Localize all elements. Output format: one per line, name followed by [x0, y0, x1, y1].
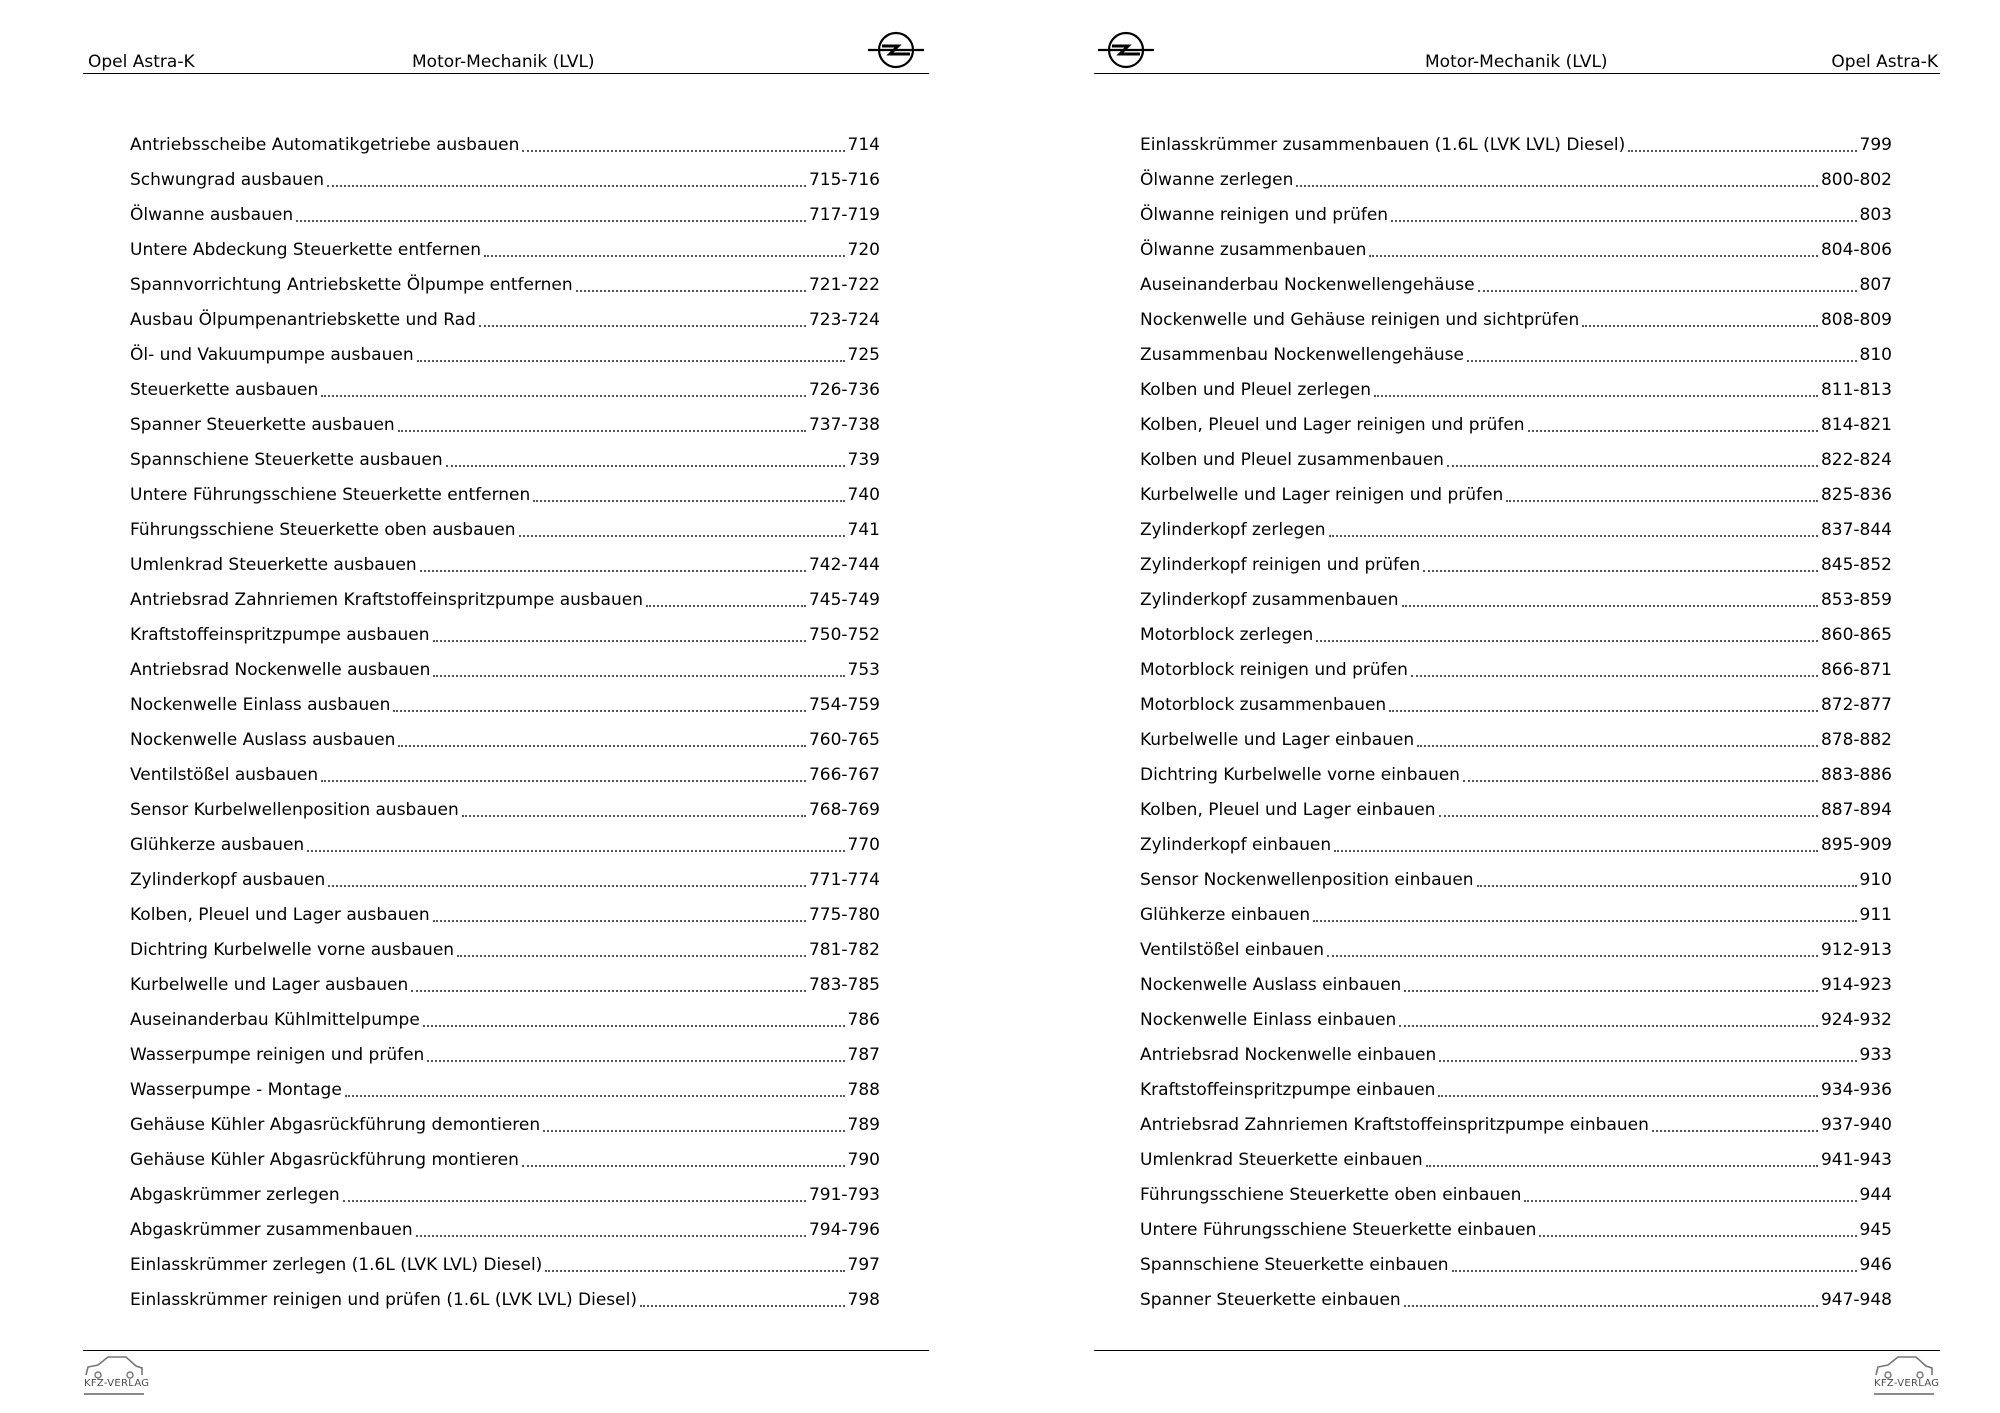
toc-entry-pages: 910 — [1859, 870, 1892, 890]
toc-leader-dots — [1334, 850, 1818, 852]
toc-entry[interactable] — [130, 898, 880, 933]
toc-entry-pages: 750-752 — [808, 625, 880, 645]
toc-entry[interactable] — [130, 233, 880, 268]
toc-entry-pages: 781-782 — [808, 940, 880, 960]
toc-entry-pages: 804-806 — [1820, 240, 1892, 260]
opel-logo-icon — [868, 30, 924, 70]
toc-entry-title: Kurbelwelle und Lager reinigen und prüfen — [1140, 485, 1504, 505]
toc-entry[interactable] — [130, 548, 880, 583]
toc-entry-title: Untere Führungsschiene Steuerkette entfernen — [130, 485, 531, 505]
toc-entry[interactable] — [1140, 1038, 1892, 1073]
header-vehicle: Opel Astra-K — [1831, 52, 1938, 72]
toc-entry-title: Motorblock zerlegen — [1140, 625, 1314, 645]
header-vehicle: Opel Astra-K — [88, 52, 195, 72]
toc-leader-dots — [1582, 325, 1818, 327]
toc-entry[interactable] — [1140, 793, 1892, 828]
toc-entry-pages: 945 — [1859, 1220, 1892, 1240]
toc-entry-pages: 745-749 — [808, 590, 880, 610]
toc-entry-pages: 845-852 — [1820, 555, 1892, 575]
toc-entry-pages: 944 — [1859, 1185, 1892, 1205]
toc-entry[interactable] — [1140, 1178, 1892, 1213]
toc-entry[interactable] — [130, 933, 880, 968]
toc-entry[interactable] — [1140, 478, 1892, 513]
toc-entry-pages: 853-859 — [1820, 590, 1892, 610]
toc-leader-dots — [327, 185, 806, 187]
toc-entry[interactable] — [130, 1213, 880, 1248]
toc-leader-dots — [433, 640, 806, 642]
toc-entry-pages: 825-836 — [1820, 485, 1892, 505]
toc-entry[interactable] — [130, 1178, 880, 1213]
toc-leader-dots — [1423, 570, 1818, 572]
toc-entry-title: Einlasskrümmer zusammenbauen (1.6L (LVK LVL) Diesel) — [1140, 135, 1626, 155]
toc-entry-pages: 789 — [847, 1115, 880, 1135]
toc-entry-pages: 803 — [1859, 205, 1892, 225]
toc-entry[interactable] — [130, 688, 880, 723]
toc-entry-pages: 717-719 — [808, 205, 880, 225]
toc-entry-pages: 810 — [1859, 345, 1892, 365]
toc-leader-dots — [433, 675, 844, 677]
toc-entry[interactable] — [1140, 1143, 1892, 1178]
toc-entry[interactable] — [130, 618, 880, 653]
toc-entry-title: Führungsschiene Steuerkette oben ausbauen — [130, 520, 516, 540]
toc-leader-dots — [1524, 1200, 1856, 1202]
toc-entry[interactable] — [130, 198, 880, 233]
header-section: Motor-Mechanik (LVL) — [1425, 52, 1608, 72]
toc-entry-pages: 766-767 — [808, 765, 880, 785]
toc-entry-pages: 837-844 — [1820, 520, 1892, 540]
toc-leader-dots — [1391, 220, 1856, 222]
toc-leader-dots — [411, 990, 806, 992]
toc-entry-title: Nockenwelle Einlass ausbauen — [130, 695, 391, 715]
toc-entry-pages: 807 — [1859, 275, 1892, 295]
toc-entry[interactable] — [130, 723, 880, 758]
toc-entry[interactable] — [1140, 513, 1892, 548]
toc-entry-pages: 797 — [847, 1255, 880, 1275]
toc-left — [130, 128, 880, 1318]
toc-entry-pages: 742-744 — [808, 555, 880, 575]
right-page — [1000, 0, 2000, 1413]
toc-entry-pages: 808-809 — [1820, 310, 1892, 330]
toc-entry-title: Nockenwelle Auslass einbauen — [1140, 975, 1402, 995]
toc-entry-pages: 770 — [847, 835, 880, 855]
toc-entry[interactable] — [1140, 898, 1892, 933]
toc-entry-pages: 754-759 — [808, 695, 880, 715]
toc-entry[interactable] — [1140, 1213, 1892, 1248]
toc-leader-dots — [398, 745, 806, 747]
toc-entry[interactable] — [1140, 338, 1892, 373]
toc-entry-title: Spanner Steuerkette einbauen — [1140, 1290, 1401, 1310]
toc-entry-pages: 914-923 — [1820, 975, 1892, 995]
toc-entry-title: Ausbau Ölpumpenantriebskette und Rad — [130, 310, 476, 330]
toc-leader-dots — [345, 1095, 845, 1097]
toc-entry-title: Nockenwelle und Gehäuse reinigen und sichtprüfen — [1140, 310, 1580, 330]
toc-entry-pages: 723-724 — [808, 310, 880, 330]
toc-leader-dots — [1426, 1165, 1818, 1167]
toc-entry-pages: 799 — [1859, 135, 1892, 155]
toc-entry[interactable] — [1140, 863, 1892, 898]
toc-leader-dots — [1374, 395, 1818, 397]
toc-entry-title: Umlenkrad Steuerkette ausbauen — [130, 555, 417, 575]
toc-entry[interactable] — [1140, 303, 1892, 338]
toc-entry-title: Kurbelwelle und Lager einbauen — [1140, 730, 1415, 750]
toc-entry-title: Ölwanne reinigen und prüfen — [1140, 205, 1389, 225]
toc-leader-dots — [646, 605, 806, 607]
toc-entry-title: Zylinderkopf reinigen und prüfen — [1140, 555, 1421, 575]
toc-leader-dots — [543, 1130, 844, 1132]
toc-leader-dots — [1528, 430, 1818, 432]
toc-entry-title: Spannschiene Steuerkette ausbauen — [130, 450, 443, 470]
toc-entry-pages: 714 — [847, 135, 880, 155]
kfz-verlag-logo — [82, 1353, 152, 1401]
toc-leader-dots — [522, 1165, 845, 1167]
toc-entry-title: Wasserpumpe reinigen und prüfen — [130, 1045, 425, 1065]
toc-leader-dots — [462, 815, 806, 817]
toc-entry-pages: 737-738 — [808, 415, 880, 435]
toc-entry-pages: 878-882 — [1820, 730, 1892, 750]
toc-leader-dots — [393, 710, 806, 712]
toc-leader-dots — [1438, 1095, 1818, 1097]
toc-entry[interactable] — [1140, 198, 1892, 233]
toc-entry[interactable] — [1140, 723, 1892, 758]
toc-entry-title: Dichtring Kurbelwelle vorne ausbauen — [130, 940, 455, 960]
toc-entry[interactable] — [130, 1003, 880, 1038]
toc-leader-dots — [533, 500, 844, 502]
toc-leader-dots — [343, 1200, 806, 1202]
toc-entry-title: Einlasskrümmer reinigen und prüfen (1.6L (LVK LVL) Diesel) — [130, 1290, 637, 1310]
toc-entry-title: Auseinanderbau Kühlmittelpumpe — [130, 1010, 420, 1030]
car-logo-icon — [1872, 1353, 1936, 1379]
toc-entry-title: Kraftstoffeinspritzpumpe einbauen — [1140, 1080, 1436, 1100]
toc-leader-dots — [1296, 185, 1818, 187]
toc-entry-title: Kolben, Pleuel und Lager reinigen und prüfen — [1140, 415, 1525, 435]
toc-leader-dots — [1399, 1025, 1818, 1027]
toc-entry[interactable] — [130, 758, 880, 793]
toc-entry[interactable] — [1140, 618, 1892, 653]
toc-leader-dots — [484, 255, 845, 257]
toc-entry-pages: 800-802 — [1820, 170, 1892, 190]
toc-entry-pages: 741 — [847, 520, 880, 540]
toc-entry-title: Ölwanne zerlegen — [1140, 170, 1294, 190]
toc-entry[interactable] — [1140, 233, 1892, 268]
header-section: Motor-Mechanik (LVL) — [412, 52, 595, 72]
toc-entry-pages: 791-793 — [808, 1185, 880, 1205]
brand-name: KFZ-VERLAG — [1874, 1378, 1940, 1389]
toc-entry-title: Zylinderkopf einbauen — [1140, 835, 1332, 855]
toc-entry[interactable] — [1140, 1003, 1892, 1038]
toc-leader-dots — [321, 395, 806, 397]
brand-underline — [84, 1393, 144, 1395]
toc-entry[interactable] — [1140, 1073, 1892, 1108]
toc-entry-title: Nockenwelle Einlass einbauen — [1140, 1010, 1397, 1030]
toc-leader-dots — [328, 885, 806, 887]
toc-entry-pages: 924-932 — [1820, 1010, 1892, 1030]
toc-leader-dots — [1316, 640, 1818, 642]
toc-entry[interactable] — [1140, 653, 1892, 688]
toc-entry-pages: 787 — [847, 1045, 880, 1065]
toc-entry[interactable] — [1140, 1248, 1892, 1283]
toc-entry[interactable] — [1140, 583, 1892, 618]
toc-entry-title: Antriebsrad Zahnriemen Kraftstoffeinspritzpumpe einbauen — [1140, 1115, 1649, 1135]
toc-entry-title: Spannvorrichtung Antriebskette Ölpumpe entfernen — [130, 275, 573, 295]
toc-entry-pages: 739 — [847, 450, 880, 470]
toc-entry-title: Motorblock reinigen und prüfen — [1140, 660, 1408, 680]
toc-leader-dots — [1628, 150, 1856, 152]
header-rule — [1094, 73, 1940, 74]
toc-entry-title: Antriebsrad Nockenwelle einbauen — [1140, 1045, 1437, 1065]
toc-entry-title: Antriebsrad Nockenwelle ausbauen — [130, 660, 431, 680]
toc-entry[interactable] — [130, 1108, 880, 1143]
footer-rule — [1094, 1350, 1940, 1351]
toc-leader-dots — [1452, 1270, 1857, 1272]
toc-entry-title: Spanner Steuerkette ausbauen — [130, 415, 395, 435]
toc-entry[interactable] — [130, 478, 880, 513]
toc-entry[interactable] — [130, 828, 880, 863]
toc-entry-pages: 771-774 — [808, 870, 880, 890]
toc-entry[interactable] — [130, 1143, 880, 1178]
toc-entry-title: Glühkerze einbauen — [1140, 905, 1311, 925]
toc-entry-pages: 887-894 — [1820, 800, 1892, 820]
toc-entry-title: Ölwanne ausbauen — [130, 205, 294, 225]
toc-entry[interactable] — [1140, 933, 1892, 968]
toc-entry[interactable] — [130, 1283, 880, 1318]
toc-entry-pages: 798 — [847, 1290, 880, 1310]
toc-leader-dots — [1369, 255, 1818, 257]
toc-entry-title: Zusammenbau Nockenwellengehäuse — [1140, 345, 1464, 365]
toc-entry[interactable] — [130, 338, 880, 373]
toc-entry[interactable] — [1140, 828, 1892, 863]
toc-entry-pages: 786 — [847, 1010, 880, 1030]
toc-leader-dots — [1402, 605, 1818, 607]
toc-entry-title: Antriebsrad Zahnriemen Kraftstoffeinspritzpumpe ausbauen — [130, 590, 643, 610]
toc-entry[interactable] — [130, 128, 880, 163]
toc-entry-pages: 721-722 — [808, 275, 880, 295]
toc-entry-title: Führungsschiene Steuerkette oben einbauen — [1140, 1185, 1522, 1205]
toc-entry-title: Untere Abdeckung Steuerkette entfernen — [130, 240, 481, 260]
toc-leader-dots — [1411, 675, 1818, 677]
toc-entry-title: Abgaskrümmer zusammenbauen — [130, 1220, 413, 1240]
toc-entry-title: Zylinderkopf zusammenbauen — [1140, 590, 1399, 610]
toc-entry-title: Ventilstößel einbauen — [1140, 940, 1325, 960]
toc-entry[interactable] — [130, 1073, 880, 1108]
toc-leader-dots — [433, 920, 806, 922]
toc-entry[interactable] — [130, 373, 880, 408]
toc-entry-pages: 760-765 — [808, 730, 880, 750]
toc-entry-pages: 912-913 — [1820, 940, 1892, 960]
toc-leader-dots — [1404, 1305, 1818, 1307]
toc-entry-pages: 794-796 — [808, 1220, 880, 1240]
toc-leader-dots — [398, 430, 806, 432]
toc-leader-dots — [1467, 360, 1857, 362]
toc-entry-title: Kolben und Pleuel zerlegen — [1140, 380, 1371, 400]
toc-entry-title: Antriebsscheibe Automatikgetriebe ausbauen — [130, 135, 520, 155]
toc-entry-title: Sensor Nockenwellenposition einbauen — [1140, 870, 1474, 890]
toc-entry[interactable] — [130, 1038, 880, 1073]
toc-leader-dots — [1439, 815, 1818, 817]
toc-entry-title: Öl- und Vakuumpumpe ausbauen — [130, 345, 414, 365]
toc-entry[interactable] — [1140, 1108, 1892, 1143]
toc-entry-title: Schwungrad ausbauen — [130, 170, 325, 190]
toc-entry-pages: 811-813 — [1820, 380, 1892, 400]
toc-leader-dots — [1506, 500, 1818, 502]
brand-underline — [1874, 1393, 1934, 1395]
toc-entry-pages: 934-936 — [1820, 1080, 1892, 1100]
toc-entry-title: Kolben, Pleuel und Lager ausbauen — [130, 905, 430, 925]
toc-entry-pages: 946 — [1859, 1255, 1892, 1275]
toc-entry-pages: 740 — [847, 485, 880, 505]
toc-entry-title: Wasserpumpe - Montage — [130, 1080, 342, 1100]
toc-leader-dots — [457, 955, 806, 957]
toc-entry-pages: 947-948 — [1820, 1290, 1892, 1310]
toc-entry-pages: 895-909 — [1820, 835, 1892, 855]
toc-leader-dots — [576, 290, 806, 292]
toc-leader-dots — [1478, 290, 1857, 292]
toc-entry-title: Steuerkette ausbauen — [130, 380, 319, 400]
toc-entry-pages: 725 — [847, 345, 880, 365]
toc-entry-pages: 726-736 — [808, 380, 880, 400]
toc-entry-pages: 822-824 — [1820, 450, 1892, 470]
toc-entry[interactable] — [130, 408, 880, 443]
toc-leader-dots — [417, 360, 845, 362]
toc-entry[interactable] — [1140, 128, 1892, 163]
toc-leader-dots — [321, 780, 806, 782]
toc-leader-dots — [427, 1060, 844, 1062]
toc-entry-title: Ölwanne zusammenbauen — [1140, 240, 1367, 260]
toc-entry[interactable] — [130, 303, 880, 338]
toc-entry-title: Zylinderkopf ausbauen — [130, 870, 326, 890]
car-logo-icon — [82, 1353, 146, 1379]
toc-entry-pages: 814-821 — [1820, 415, 1892, 435]
toc-entry-title: Kraftstoffeinspritzpumpe ausbauen — [130, 625, 430, 645]
toc-leader-dots — [522, 150, 844, 152]
toc-entry-pages: 883-886 — [1820, 765, 1892, 785]
toc-entry-title: Sensor Kurbelwellenposition ausbauen — [130, 800, 459, 820]
toc-leader-dots — [420, 570, 806, 572]
toc-leader-dots — [1447, 465, 1818, 467]
toc-entry[interactable] — [130, 653, 880, 688]
toc-entry[interactable] — [1140, 548, 1892, 583]
toc-entry[interactable] — [1140, 758, 1892, 793]
header-rule — [83, 73, 929, 74]
toc-entry-pages: 788 — [847, 1080, 880, 1100]
toc-entry-pages: 860-865 — [1820, 625, 1892, 645]
toc-entry-pages: 933 — [1859, 1045, 1892, 1065]
toc-entry-title: Spannschiene Steuerkette einbauen — [1140, 1255, 1449, 1275]
toc-entry[interactable] — [130, 268, 880, 303]
toc-entry-pages: 720 — [847, 240, 880, 260]
toc-entry-pages: 753 — [847, 660, 880, 680]
toc-entry[interactable] — [1140, 373, 1892, 408]
toc-entry[interactable] — [130, 163, 880, 198]
toc-leader-dots — [446, 465, 845, 467]
toc-entry[interactable] — [1140, 1283, 1892, 1318]
toc-leader-dots — [1477, 885, 1857, 887]
toc-leader-dots — [1652, 1130, 1818, 1132]
toc-entry-title: Abgaskrümmer zerlegen — [130, 1185, 340, 1205]
toc-leader-dots — [519, 535, 845, 537]
toc-entry-pages: 911 — [1859, 905, 1892, 925]
toc-leader-dots — [640, 1305, 845, 1307]
toc-entry[interactable] — [1140, 443, 1892, 478]
opel-logo-icon — [1098, 30, 1154, 70]
toc-entry-pages: 941-943 — [1820, 1150, 1892, 1170]
toc-entry-title: Kolben, Pleuel und Lager einbauen — [1140, 800, 1436, 820]
toc-entry[interactable] — [130, 968, 880, 1003]
toc-entry-pages: 866-871 — [1820, 660, 1892, 680]
toc-entry[interactable] — [130, 443, 880, 478]
toc-entry-title: Zylinderkopf zerlegen — [1140, 520, 1326, 540]
toc-entry[interactable] — [130, 793, 880, 828]
toc-right — [1140, 128, 1892, 1318]
footer-rule — [83, 1350, 929, 1351]
toc-entry-pages: 715-716 — [808, 170, 880, 190]
toc-leader-dots — [545, 1270, 844, 1272]
toc-entry[interactable] — [130, 863, 880, 898]
toc-entry-pages: 937-940 — [1820, 1115, 1892, 1135]
toc-leader-dots — [1439, 1060, 1856, 1062]
toc-leader-dots — [423, 1025, 845, 1027]
kfz-verlag-logo — [1872, 1353, 1942, 1401]
toc-entry-pages: 783-785 — [808, 975, 880, 995]
toc-entry[interactable] — [1140, 968, 1892, 1003]
toc-entry-pages: 790 — [847, 1150, 880, 1170]
toc-entry-pages: 775-780 — [808, 905, 880, 925]
toc-leader-dots — [1463, 780, 1818, 782]
toc-entry-title: Auseinanderbau Nockenwellengehäuse — [1140, 275, 1475, 295]
toc-leader-dots — [1327, 955, 1818, 957]
toc-entry[interactable] — [1140, 163, 1892, 198]
toc-entry-title: Glühkerze ausbauen — [130, 835, 305, 855]
toc-entry-pages: 768-769 — [808, 800, 880, 820]
toc-leader-dots — [1329, 535, 1818, 537]
brand-name: KFZ-VERLAG — [84, 1378, 150, 1389]
toc-entry-title: Ventilstößel ausbauen — [130, 765, 319, 785]
toc-entry[interactable] — [1140, 408, 1892, 443]
toc-entry-title: Motorblock zusammenbauen — [1140, 695, 1387, 715]
toc-leader-dots — [1313, 920, 1856, 922]
toc-entry-title: Untere Führungsschiene Steuerkette einbauen — [1140, 1220, 1537, 1240]
toc-entry-title: Einlasskrümmer zerlegen (1.6L (LVK LVL) Diesel) — [130, 1255, 543, 1275]
toc-entry-title: Gehäuse Kühler Abgasrückführung demontieren — [130, 1115, 541, 1135]
toc-leader-dots — [1539, 1235, 1856, 1237]
toc-entry-title: Dichtring Kurbelwelle vorne einbauen — [1140, 765, 1460, 785]
toc-leader-dots — [1389, 710, 1818, 712]
toc-entry-title: Nockenwelle Auslass ausbauen — [130, 730, 396, 750]
toc-leader-dots — [307, 850, 844, 852]
toc-leader-dots — [1417, 745, 1818, 747]
toc-entry-title: Gehäuse Kühler Abgasrückführung montieren — [130, 1150, 519, 1170]
toc-entry[interactable] — [130, 1248, 880, 1283]
toc-leader-dots — [296, 220, 806, 222]
toc-entry-title: Umlenkrad Steuerkette einbauen — [1140, 1150, 1423, 1170]
toc-entry-title: Kolben und Pleuel zusammenbauen — [1140, 450, 1444, 470]
toc-leader-dots — [416, 1235, 806, 1237]
toc-entry-title: Kurbelwelle und Lager ausbauen — [130, 975, 409, 995]
toc-leader-dots — [479, 325, 806, 327]
toc-entry[interactable] — [1140, 268, 1892, 303]
toc-entry-pages: 872-877 — [1820, 695, 1892, 715]
toc-entry[interactable] — [130, 513, 880, 548]
toc-entry[interactable] — [130, 583, 880, 618]
toc-entry[interactable] — [1140, 688, 1892, 723]
toc-leader-dots — [1404, 990, 1818, 992]
